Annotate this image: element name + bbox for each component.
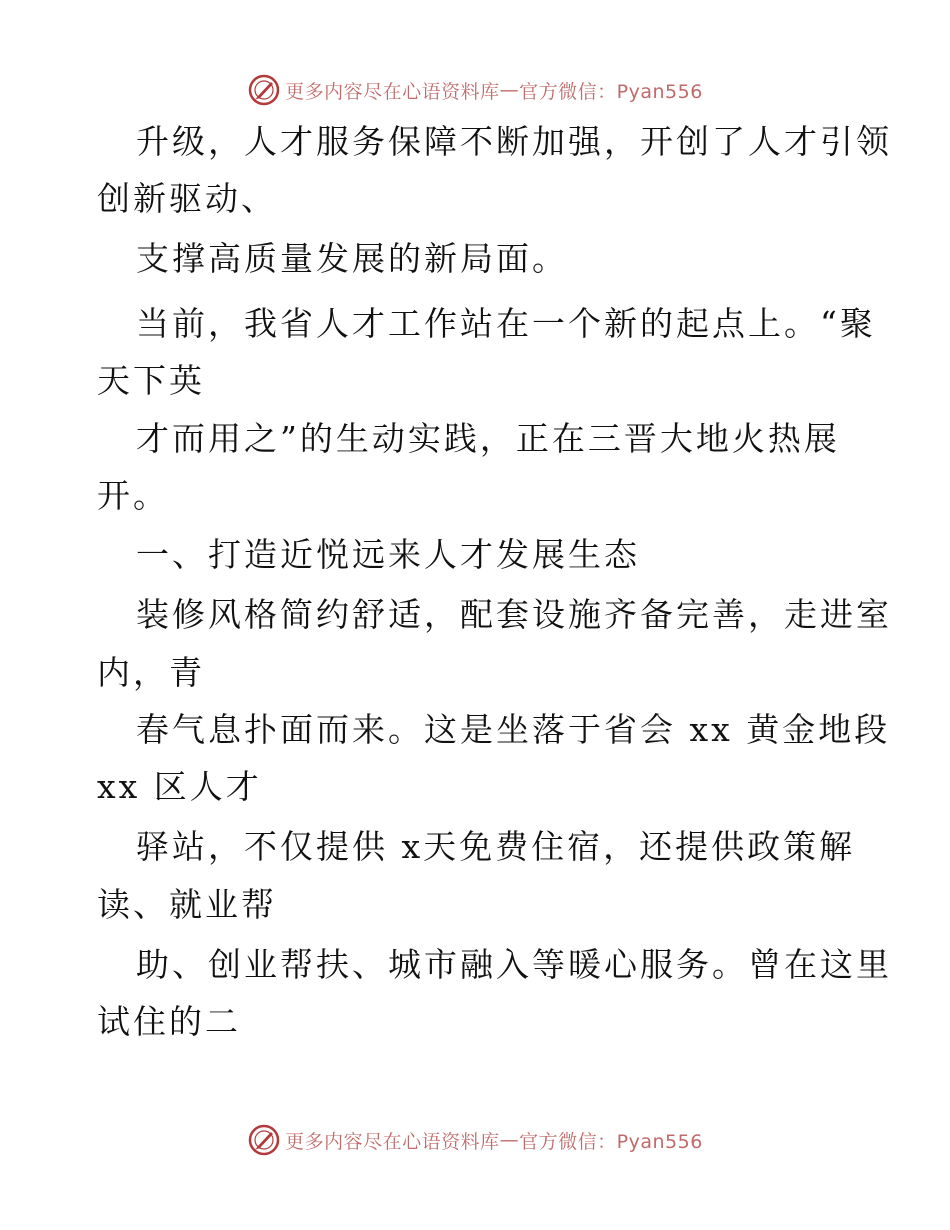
body-line-11: 春气息扑面而来。这是坐落于省会 xx 黄金地段 [136, 710, 891, 749]
body-line-12: xx 区人才 [97, 767, 262, 806]
banner-dash: — [499, 1129, 520, 1151]
body-line-9: 装修风格简约舒适，配套设施齐备完善，走进室 [136, 595, 892, 634]
body-line-4: 当前，我省人才工作站在一个新的起点上。“聚 [136, 304, 876, 343]
body-line-1: 升级，人才服务保障不断加强，开创了人才引领 [136, 122, 892, 161]
body-line-6: 才而用之”的生动实践，正在三晋大地火热展 [136, 419, 840, 458]
banner-wechat-text: 官方微信：Pyan556 [519, 1130, 703, 1153]
body-line-13: 驿站，不仅提供 x天免费住宿，还提供政策解 [136, 827, 856, 866]
quill-logo-icon [247, 73, 281, 107]
body-line-10: 内，青 [97, 653, 205, 692]
banner-wechat-text: 官方微信：Pyan556 [519, 80, 703, 103]
footer-banner [0, 1120, 950, 1160]
banner-dash: — [499, 79, 520, 101]
banner-site-text: 更多内容尽在心语资料库 [285, 80, 500, 103]
header-banner [0, 70, 950, 110]
quill-logo-icon [247, 1123, 281, 1157]
body-line-15: 助、创业帮扶、城市融入等暖心服务。曾在这里 [136, 945, 892, 984]
body-line-5: 天下英 [97, 361, 205, 400]
body-line-16: 试住的二 [97, 1002, 241, 1041]
body-line-7: 开。 [97, 476, 169, 515]
section-heading: 一、打造近悦远来人才发展生态 [136, 535, 640, 574]
body-line-3: 支撑高质量发展的新局面。 [136, 239, 568, 278]
body-line-2: 创新驱动、 [97, 179, 277, 218]
banner-site-text: 更多内容尽在心语资料库 [285, 1130, 500, 1153]
body-line-14: 读、就业帮 [97, 885, 277, 924]
